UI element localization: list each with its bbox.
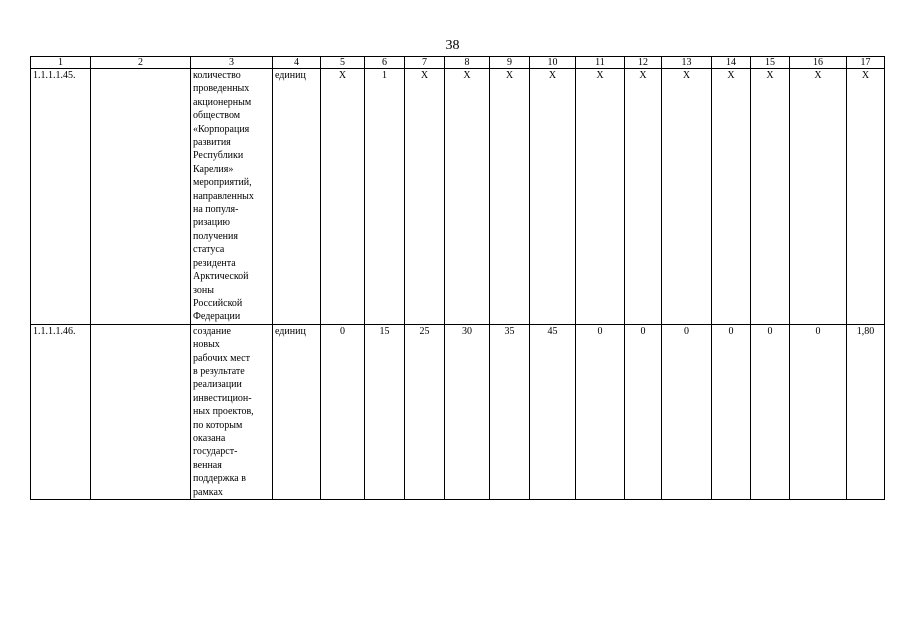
column-number-header: 10 xyxy=(530,57,576,69)
description-line: Федерации xyxy=(193,311,241,323)
row-description-cell xyxy=(191,324,273,499)
description-line: государст- xyxy=(193,446,238,458)
table-row xyxy=(31,69,885,325)
description-line: ризацию xyxy=(193,217,230,229)
description-line: Карелия» xyxy=(193,163,234,175)
row-code-cell: 1.1.1.1.45. xyxy=(31,69,91,325)
row-value-cell: Х xyxy=(662,69,712,325)
row-value-cell: Х xyxy=(790,69,847,325)
column-number-header: 13 xyxy=(662,57,712,69)
row-value-cell: Х xyxy=(321,69,365,325)
description-line: резидента xyxy=(193,257,236,269)
row-value-cell: Х xyxy=(405,69,445,325)
description-line: поддержка в xyxy=(193,473,246,485)
row-value-cell: Х xyxy=(751,69,790,325)
row-description-cell xyxy=(191,69,273,325)
row-value-cell: 0 xyxy=(790,324,847,499)
column-number-header: 4 xyxy=(273,57,321,69)
row-value-cell: 1 xyxy=(365,69,405,325)
row-col2-cell xyxy=(91,324,191,499)
column-number-header: 3 xyxy=(191,57,273,69)
row-value-cell: 0 xyxy=(712,324,751,499)
table-row xyxy=(31,324,885,499)
column-number-header: 8 xyxy=(445,57,490,69)
description-line: по которым xyxy=(193,419,243,431)
row-value-cell: 1,80 xyxy=(847,324,885,499)
description-line: на популя- xyxy=(193,204,239,216)
row-value-cell: 45 xyxy=(530,324,576,499)
row-value-cell: Х xyxy=(576,69,625,325)
column-number-header: 9 xyxy=(490,57,530,69)
column-number-header: 5 xyxy=(321,57,365,69)
indicator-table xyxy=(30,56,885,500)
row-col2-cell xyxy=(91,69,191,325)
column-number-header: 11 xyxy=(576,57,625,69)
description-line: венная xyxy=(193,459,222,471)
description-line: статуса xyxy=(193,244,225,256)
description-line: ных проектов, xyxy=(193,406,254,418)
row-code-cell: 1.1.1.1.46. xyxy=(31,324,91,499)
row-value-cell: 0 xyxy=(321,324,365,499)
row-value-cell: Х xyxy=(712,69,751,325)
description-line: Республики xyxy=(193,150,244,162)
row-unit-cell: единиц xyxy=(273,324,321,499)
description-line: создание xyxy=(193,325,231,337)
description-line: в результате xyxy=(193,365,245,377)
description-line: развития xyxy=(193,137,231,149)
description-line: зоны xyxy=(193,284,214,296)
column-number-header: 12 xyxy=(625,57,662,69)
row-value-cell: Х xyxy=(625,69,662,325)
row-value-cell: Х xyxy=(490,69,530,325)
description-line: акционерным xyxy=(193,96,252,108)
row-value-cell: Х xyxy=(847,69,885,325)
description-line: новых xyxy=(193,339,220,351)
description-line: Российской xyxy=(193,297,243,309)
row-value-cell: 35 xyxy=(490,324,530,499)
row-value-cell: 25 xyxy=(405,324,445,499)
row-value-cell: 15 xyxy=(365,324,405,499)
description-line: количество xyxy=(193,70,241,81)
description-line: направленных xyxy=(193,190,254,202)
description-line: получения xyxy=(193,230,238,242)
column-number-header: 7 xyxy=(405,57,445,69)
row-value-cell: 0 xyxy=(751,324,790,499)
page-number: 38 xyxy=(445,38,460,53)
column-number-row xyxy=(31,57,885,69)
column-number-header: 6 xyxy=(365,57,405,69)
description-line: мероприятий, xyxy=(193,177,252,189)
column-number-header: 15 xyxy=(751,57,790,69)
description-line: «Корпорация xyxy=(193,123,250,135)
description-line: Арктической xyxy=(193,271,249,283)
row-value-cell: 30 xyxy=(445,324,490,499)
description-line: инвестицион- xyxy=(193,392,252,404)
row-unit-cell: единиц xyxy=(273,69,321,325)
column-number-header: 14 xyxy=(712,57,751,69)
description-line: обществом xyxy=(193,110,241,122)
column-number-header: 1 xyxy=(31,57,91,69)
column-number-header: 16 xyxy=(790,57,847,69)
description-line: рабочих мест xyxy=(193,352,250,364)
description-line: реализации xyxy=(193,379,242,391)
column-number-header: 2 xyxy=(91,57,191,69)
description-line: оказана xyxy=(193,432,226,444)
description-line: проведенных xyxy=(193,83,250,95)
row-value-cell: 0 xyxy=(662,324,712,499)
column-number-header: 17 xyxy=(847,57,885,69)
row-value-cell: Х xyxy=(445,69,490,325)
description-line: рамках xyxy=(193,486,223,498)
row-value-cell: 0 xyxy=(576,324,625,499)
row-value-cell: 0 xyxy=(625,324,662,499)
row-value-cell: Х xyxy=(530,69,576,325)
